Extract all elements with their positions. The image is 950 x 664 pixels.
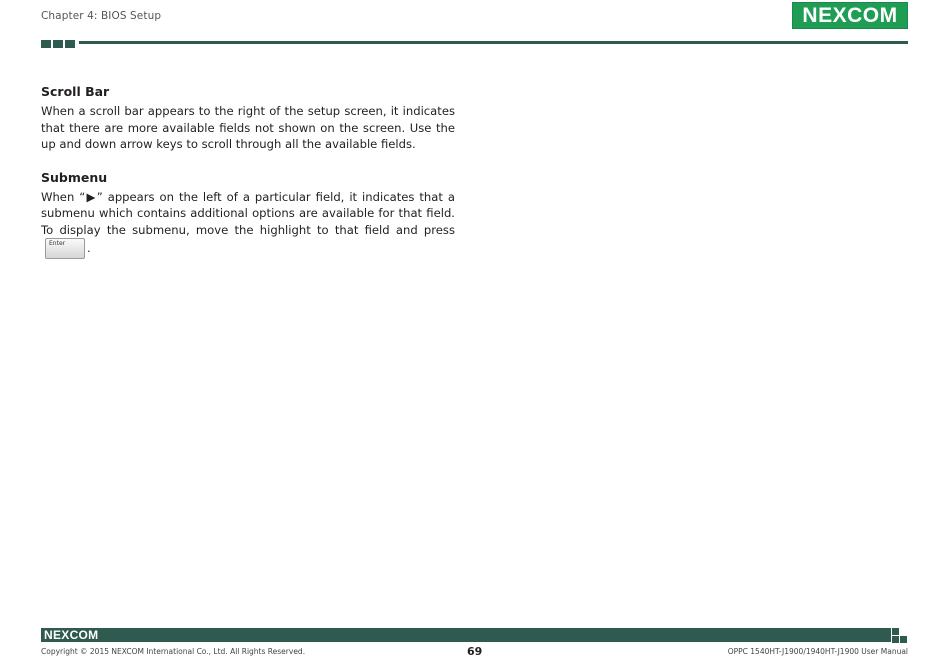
- footer-square: [892, 628, 899, 635]
- section-body-text: When “▶” appears on the left of a particular field, it indicates that a submenu which contains additional options are available for that field. To display the submenu, move the highlight to that field and press: [41, 189, 455, 237]
- header-block: [53, 40, 63, 48]
- section-body-end: .: [87, 241, 91, 255]
- footer-bar: [41, 628, 891, 642]
- header-rule: [79, 41, 908, 44]
- section-submenu: [41, 170, 455, 260]
- header-block: [41, 40, 51, 48]
- header-decoration-blocks: [41, 40, 75, 48]
- chapter-title: Chapter 4: BIOS Setup: [41, 10, 162, 22]
- section-heading: Submenu: [41, 169, 108, 185]
- enter-key-icon: [45, 238, 85, 259]
- copyright-text: Copyright © 2015 NEXCOM International Co., Ltd. All Rights Reserved.: [41, 647, 306, 656]
- header-block: [65, 40, 75, 48]
- page-number: 69: [467, 645, 483, 658]
- section-scroll-bar: [41, 84, 455, 153]
- main-content: [41, 84, 455, 259]
- section-heading: Scroll Bar: [41, 84, 110, 99]
- footer-logo: NEXCOM: [44, 628, 99, 642]
- enter-key-label: Enter: [49, 240, 66, 247]
- footer-decoration-squares: [892, 628, 908, 644]
- footer-square: [892, 636, 899, 643]
- manual-title: OPPC 1540HT-J1900/1940HT-J1900 User Manual: [727, 647, 908, 656]
- section-body: When a scroll bar appears to the right of the setup screen, it indicates that there are more available fields not shown on the screen. Use the up and down arrow keys to scroll through all the available fields.: [41, 104, 455, 151]
- footer-square: [900, 636, 907, 643]
- nexcom-logo: [792, 2, 908, 29]
- logo-text: NEXCOM: [802, 4, 898, 27]
- section-body: [41, 189, 455, 260]
